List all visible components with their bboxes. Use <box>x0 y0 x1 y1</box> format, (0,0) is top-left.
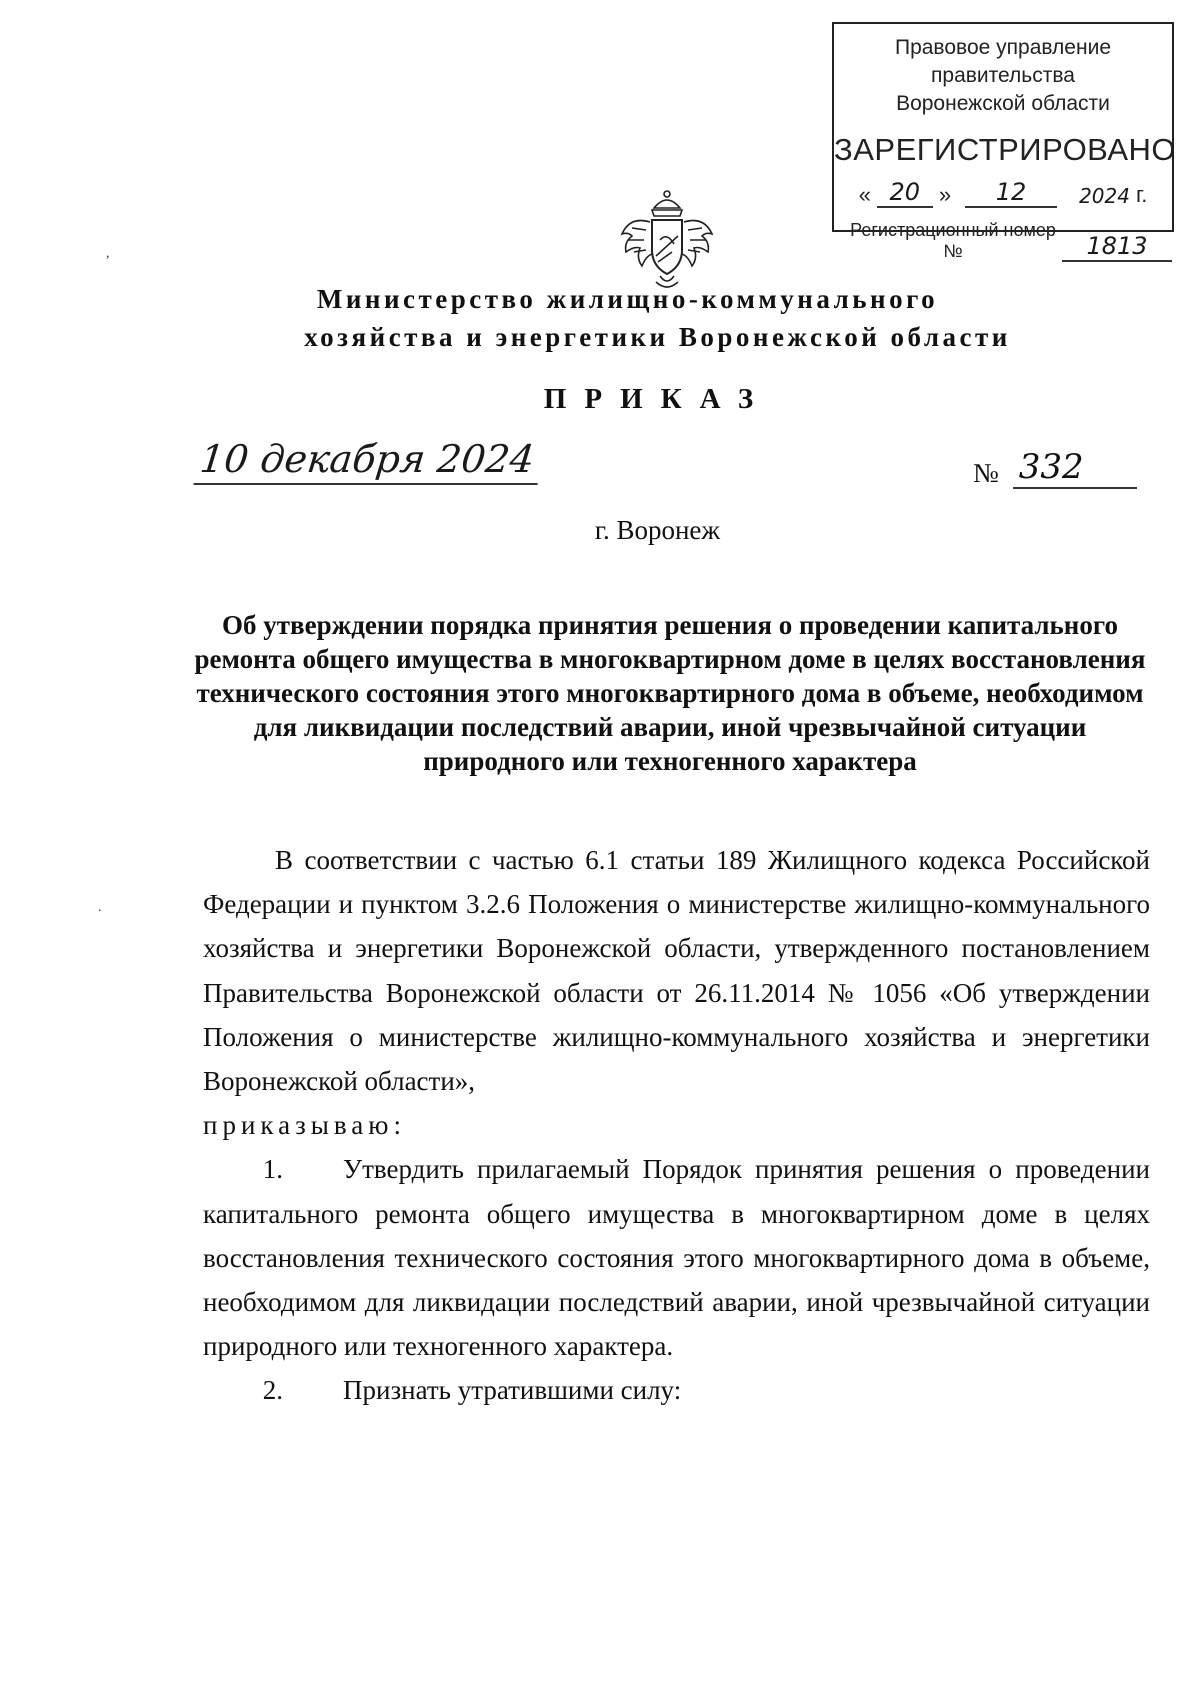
ministry-name-line2: хозяйства и энергетики Воронежской области <box>304 322 1011 352</box>
stamp-date <box>834 178 1172 208</box>
stamp-department-line1: Правовое управление правительства <box>894 36 1111 87</box>
stamp-department-line2: Воронежской области <box>896 92 1110 115</box>
stamp-date-year: 2024 <box>1079 184 1130 208</box>
document-body <box>203 838 1150 1413</box>
city: г. Воронеж <box>594 515 721 545</box>
order-date: 10 декабря 2024 <box>193 437 542 485</box>
stamp-registration-line <box>834 220 1172 262</box>
order-item <box>203 1368 1150 1412</box>
stray-mark: , <box>106 246 110 261</box>
order-number <box>973 447 1137 489</box>
registration-stamp <box>832 22 1177 261</box>
ministry-name <box>0 280 1200 356</box>
stamp-date-month: 12 <box>965 178 1057 208</box>
preamble-paragraph: В соответствии с частью 6.1 статьи 189 Жилищного кодекса Российской Федерации и пунктом 3.2.6 Положения о министерстве жилищно-коммунального хозяйства и энергетики Воронежской области, утвержденного постановлением Правительства Воронежской области от 26.11.2014 № 1056 «Об утверждении Положения о министерстве жилищно-коммунального хозяйства и энергетики Воронежской области», <box>203 845 1150 1097</box>
stamp-registration-number: 1813 <box>1062 232 1172 262</box>
command-word: приказываю: <box>203 1110 406 1141</box>
order-item-number: 2. <box>262 1375 283 1406</box>
order-item-text: Признать утратившими силу: <box>343 1375 682 1406</box>
stamp-date-year-suffix: г. <box>1135 182 1148 207</box>
order-item <box>203 1147 1150 1368</box>
order-item-number: 1. <box>262 1154 283 1185</box>
stamp-status: ЗАРЕГИСТРИРОВАНО <box>834 132 1177 167</box>
document-title: Об утверждении порядка принятия решения о проведении капитального ремонта общего имущества в многоквартирном доме в целях восстановления технического состояния этого многоквартирного дома в объеме, необходимом для ликвидации последствий аварии, иной чрезвычайной ситуации природного или техногенного характера <box>194 610 1146 776</box>
stamp-department <box>834 34 1172 118</box>
stray-mark: . <box>98 900 102 915</box>
stamp-date-day: 20 <box>877 178 933 208</box>
order-number-label: № <box>973 458 999 488</box>
ministry-name-line1: Министерство жилищно-коммунального <box>316 284 939 314</box>
stamp-date-close-quote: » <box>938 182 952 207</box>
stamp-registration-label: Регистрационный номер № <box>850 220 1056 261</box>
stamp-date-open-quote: « <box>858 182 871 207</box>
order-title: ПРИКАЗ <box>543 383 772 415</box>
order-item-text: Утвердить прилагаемый Порядок принятия решения о проведении капитального ремонта общего имущества в многоквартирном доме в целях восстановления технического состояния этого многоквартирного дома в объеме, необходимом для ликвидации последствий аварии, иной чрезвычайной ситуации природного или техногенного характера. <box>203 1154 1150 1362</box>
order-number-value: 332 <box>1013 447 1137 489</box>
